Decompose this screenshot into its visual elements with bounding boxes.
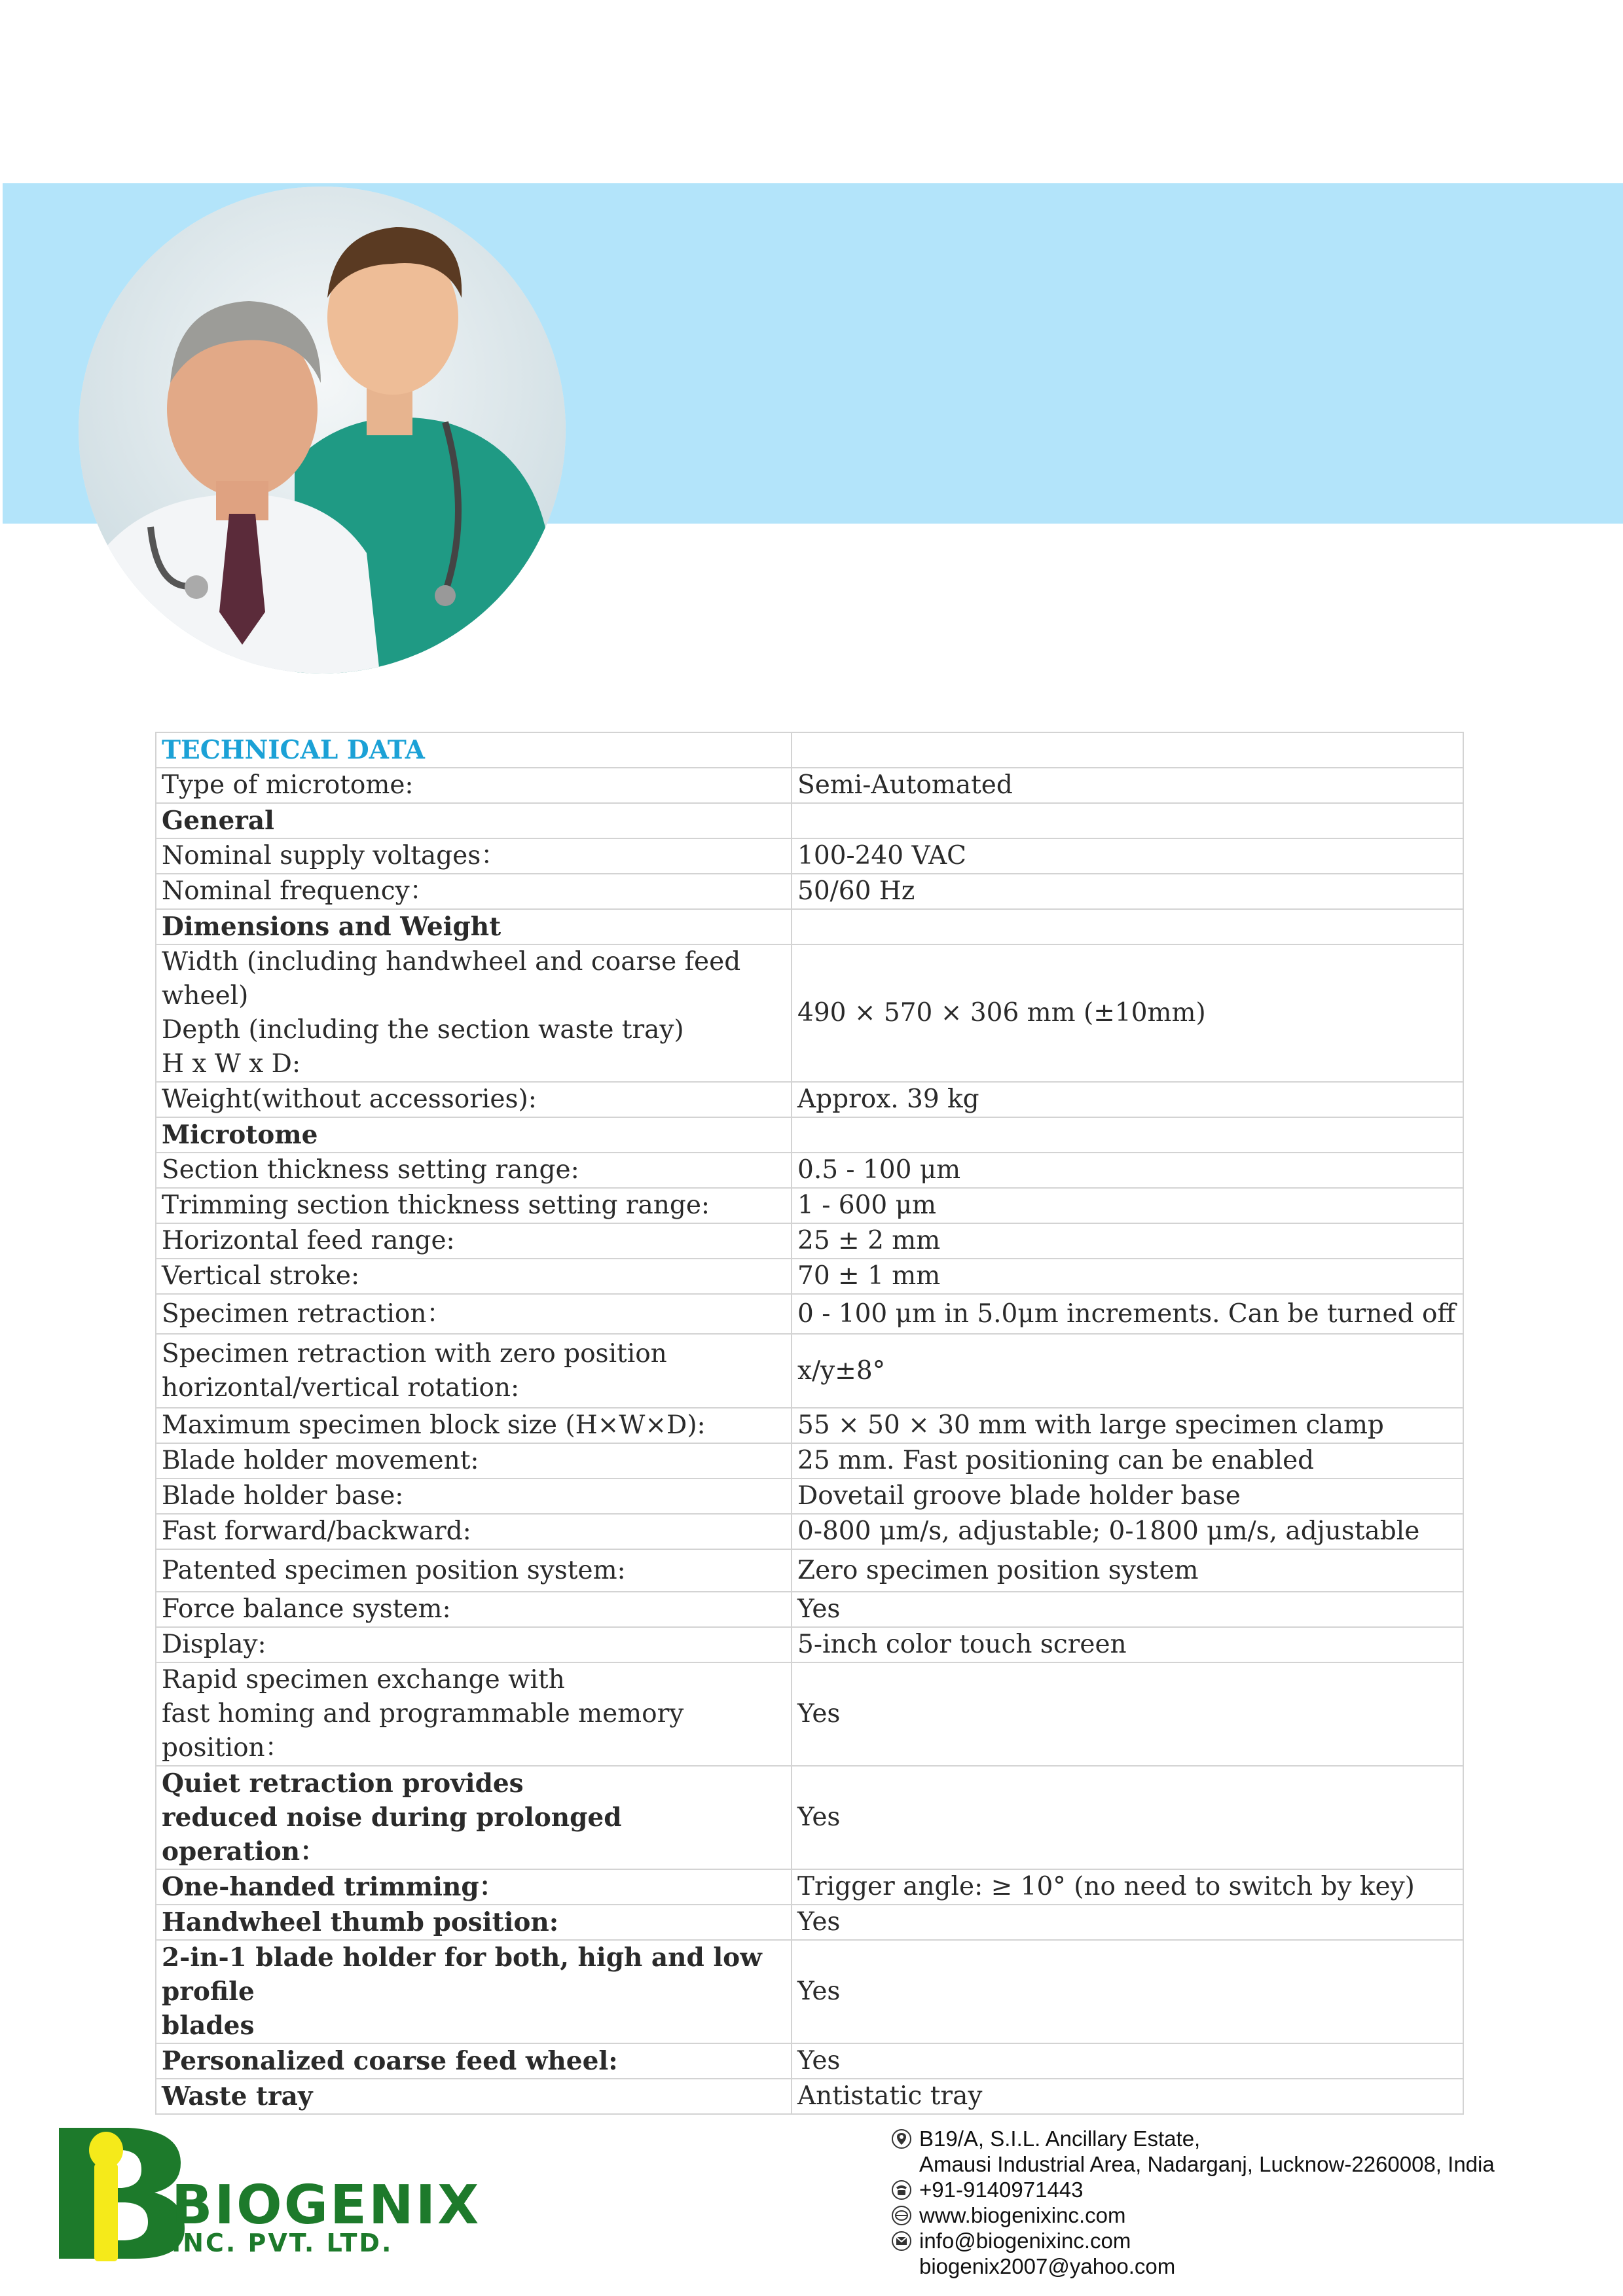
website-row (890, 2202, 1495, 2228)
table-row (156, 1905, 1463, 1940)
spec-label (156, 1766, 792, 1869)
table-row (156, 1869, 1463, 1905)
email-link-secondary[interactable]: biogenix2007@yahoo.com (919, 2254, 1176, 2278)
spec-label-line: blades (162, 2011, 255, 2041)
phone-icon (890, 2179, 913, 2201)
table-row (156, 1294, 1463, 1334)
spec-value: 70 ± 1 mm (792, 1259, 1463, 1294)
spec-value: 0 - 100 μm in 5.0μm increments. Can be turned off (792, 1294, 1463, 1334)
table-row (156, 1627, 1463, 1662)
address-row (890, 2126, 1495, 2151)
spec-label: Display: (156, 1627, 792, 1662)
spec-value: Yes (792, 1766, 1463, 1869)
technical-data-table (155, 732, 1464, 2115)
spec-value: Approx. 39 kg (792, 1082, 1463, 1117)
spec-value: Zero specimen position system (792, 1549, 1463, 1592)
section-empty-cell (792, 909, 1463, 944)
table-row (156, 1443, 1463, 1479)
spec-label-line: Width (including handwheel and coarse feed wheel) (162, 947, 741, 1011)
address-row-2 (890, 2151, 1495, 2177)
biogenix-logo-mark (56, 2124, 187, 2261)
spec-value: 0.5 - 100 μm (792, 1153, 1463, 1188)
spec-value: 25 ± 2 mm (792, 1223, 1463, 1259)
spec-label-line: Quiet retraction provides (162, 1768, 524, 1799)
spec-label (156, 944, 792, 1082)
spec-label-line: Specimen retraction with zero position (162, 1338, 667, 1369)
table-row (156, 1549, 1463, 1592)
spec-label: Vertical stroke: (156, 1259, 792, 1294)
table-row (156, 2043, 1463, 2079)
spec-label-line: Rapid specimen exchange with (162, 1665, 565, 1695)
spec-value: 25 mm. Fast positioning can be enabled (792, 1443, 1463, 1479)
spec-value: Yes (792, 1940, 1463, 2043)
table-row (156, 1662, 1463, 1766)
table-title-empty-cell (792, 732, 1463, 768)
spec-value: 5-inch color touch screen (792, 1627, 1463, 1662)
spec-value: 50/60 Hz (792, 874, 1463, 909)
spec-label: Specimen retraction： (156, 1294, 792, 1334)
email-row-2 (890, 2253, 1495, 2279)
spec-label: Nominal supply voltages： (156, 838, 792, 874)
contact-block (890, 2126, 1495, 2279)
email-link-primary[interactable]: info@biogenixinc.com (919, 2229, 1131, 2253)
spec-value: Yes (792, 1592, 1463, 1627)
spec-value: 0-800 μm/s, adjustable; 0-1800 μm/s, adjustable (792, 1514, 1463, 1549)
address-line-1: B19/A, S.I.L. Ancillary Estate, (919, 2126, 1201, 2151)
section-heading: General (156, 803, 792, 838)
table-row (156, 1408, 1463, 1443)
section-row (156, 803, 1463, 838)
spec-label (156, 1334, 792, 1408)
section-heading: Dimensions and Weight (156, 909, 792, 944)
spec-label-line: 2-in-1 blade holder for both, high and low profile (162, 1943, 762, 2007)
table-title: TECHNICAL DATA (156, 732, 792, 768)
spec-label: One-handed trimming： (156, 1869, 792, 1905)
spec-label-line: reduced noise during prolonged operation： (162, 1803, 622, 1867)
spec-label: Section thickness setting range: (156, 1153, 792, 1188)
location-icon (890, 2128, 913, 2150)
table-row (156, 944, 1463, 1082)
globe-icon (890, 2204, 913, 2227)
spec-label (156, 1662, 792, 1766)
spec-value: Yes (792, 2043, 1463, 2079)
phone-row (890, 2177, 1495, 2202)
company-name: BIOGENIX (172, 2174, 481, 2236)
table-row (156, 1766, 1463, 1869)
phone-number[interactable]: +91-9140971443 (919, 2178, 1084, 2202)
table-row (156, 1082, 1463, 1117)
spec-label: Waste tray (156, 2079, 792, 2114)
spec-value: Yes (792, 1662, 1463, 1766)
table-row (156, 2079, 1463, 2114)
spec-value: Trigger angle: ≥ 10° (no need to switch by key) (792, 1869, 1463, 1905)
table-row (156, 1259, 1463, 1294)
table-row (156, 1223, 1463, 1259)
spec-value: Antistatic tray (792, 2079, 1463, 2114)
table-row (156, 1940, 1463, 2043)
spec-label-line: horizontal/vertical rotation: (162, 1372, 520, 1403)
spec-value: 490 × 570 × 306 mm (±10mm) (792, 944, 1463, 1082)
email-row (890, 2228, 1495, 2253)
section-empty-cell (792, 1117, 1463, 1153)
spec-label: Nominal frequency： (156, 874, 792, 909)
spec-label-line: Depth (including the section waste tray) (162, 1015, 684, 1045)
spec-value: 1 - 600 μm (792, 1188, 1463, 1223)
section-row (156, 1117, 1463, 1153)
spec-label: Trimming section thickness setting range: (156, 1188, 792, 1223)
section-row (156, 909, 1463, 944)
table-row (156, 1592, 1463, 1627)
spec-label-line: H x W x D: (162, 1049, 301, 1079)
section-empty-cell (792, 803, 1463, 838)
table-row (156, 1153, 1463, 1188)
table-row (156, 1479, 1463, 1514)
table-title-row (156, 732, 1463, 768)
spec-value: Semi-Automated (792, 768, 1463, 803)
spec-value: 100-240 VAC (792, 838, 1463, 874)
spec-label: Handwheel thumb position: (156, 1905, 792, 1940)
table-row (156, 874, 1463, 909)
address-line-2: Amausi Industrial Area, Nadarganj, Lucknow-2260008, India (919, 2152, 1495, 2176)
spec-label: Horizontal feed range: (156, 1223, 792, 1259)
spec-label (156, 1940, 792, 2043)
table-row (156, 768, 1463, 803)
website-link[interactable]: www.biogenixinc.com (919, 2203, 1126, 2227)
spec-label: Personalized coarse feed wheel: (156, 2043, 792, 2079)
spec-value: 55 × 50 × 30 mm with large specimen clamp (792, 1408, 1463, 1443)
table-row (156, 838, 1463, 874)
spec-value: Dovetail groove blade holder base (792, 1479, 1463, 1514)
spec-value: Yes (792, 1905, 1463, 1940)
spec-label: Force balance system: (156, 1592, 792, 1627)
spec-label: Patented specimen position system: (156, 1549, 792, 1592)
table-row (156, 1188, 1463, 1223)
spec-label: Weight(without accessories): (156, 1082, 792, 1117)
spec-label: Maximum specimen block size (H×W×D): (156, 1408, 792, 1443)
spec-label: Blade holder movement: (156, 1443, 792, 1479)
spec-label-line: fast homing and programmable memory position： (162, 1699, 684, 1763)
doctors-photo (79, 187, 566, 673)
spec-label: Type of microtome: (156, 768, 792, 803)
table-row (156, 1334, 1463, 1408)
company-suffix: INC. PVT. LTD. (172, 2229, 393, 2257)
section-heading: Microtome (156, 1117, 792, 1153)
email-icon (890, 2230, 913, 2252)
spec-label: Fast forward/backward: (156, 1514, 792, 1549)
spec-value: x/y±8° (792, 1334, 1463, 1408)
table-row (156, 1514, 1463, 1549)
spec-label: Blade holder base: (156, 1479, 792, 1514)
